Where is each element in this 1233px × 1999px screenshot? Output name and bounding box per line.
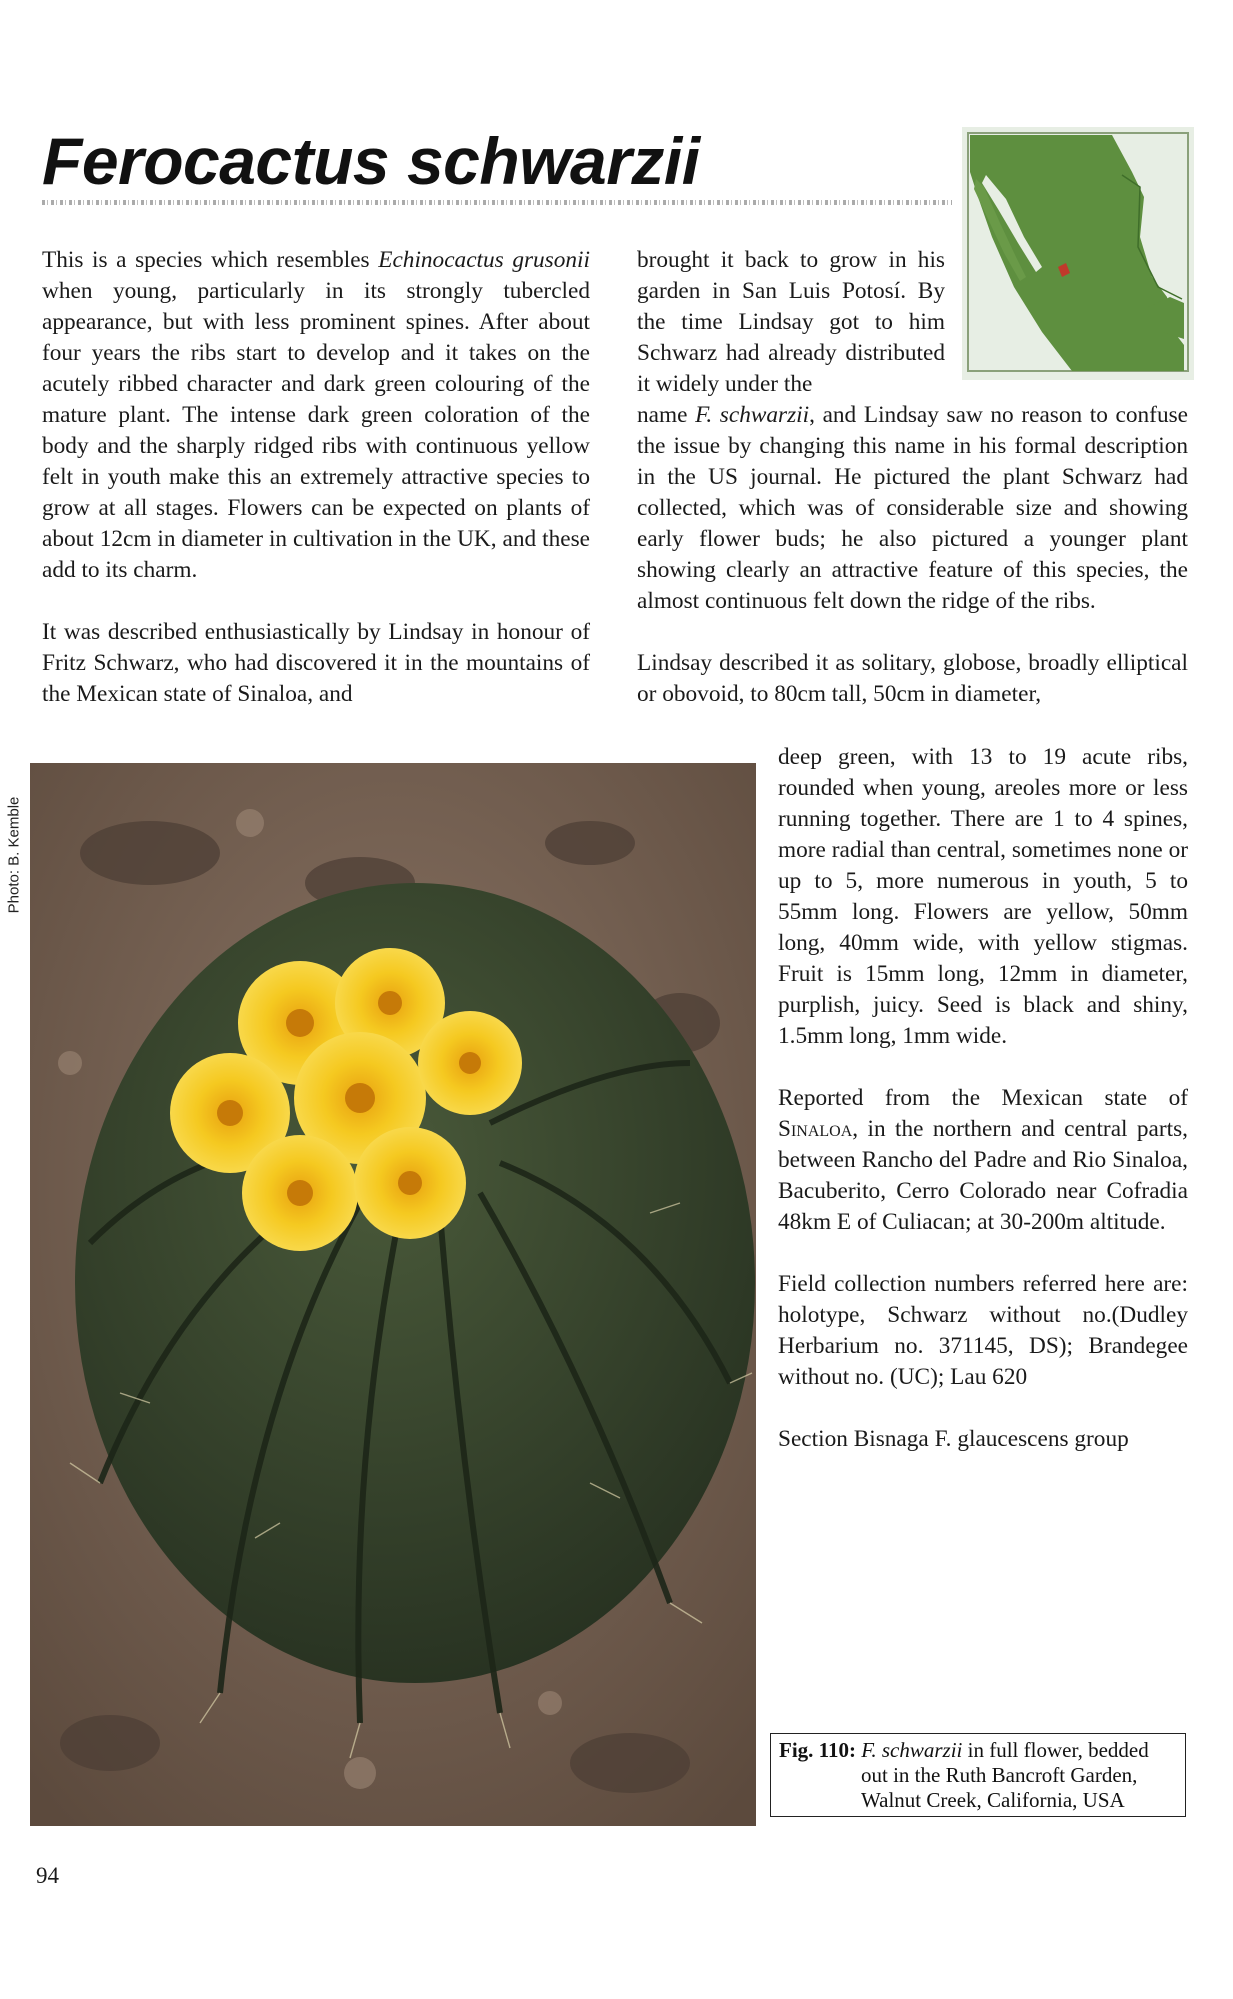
text-run: when young, particularly in its strongly tubercled appearance, but with less prominent spines. After about four years the ribs start to develop and it takes on the acutely ribbed character and dark green colouring of the mature plant. The intense dark green coloration of the body and the sharply ridged ribs with continuous yellow felt in youth make this an extremely attractive species to grow at all stages. Flowers can be expected on plants of about 12cm in diameter in cultivation in the UK, and these add to its charm. <box>42 278 590 583</box>
left-column-top <box>42 245 590 710</box>
field-numbers-paragraph: Field collection numbers referred here are: holotype, Schwarz without no.(Dudley Herbarium no. 371145, DS); Brandegee without no. (UC); Lau 620 <box>778 1271 1188 1390</box>
caption-line-1: in full flower, bedded <box>962 1738 1149 1762</box>
italic-species: F. schwarzii <box>695 402 810 428</box>
description-paragraph: It was described enthusiastically by Lindsay in honour of Fritz Schwarz, who had discovered it in the mountains of the Mexican state of Sinaloa, and <box>42 619 590 707</box>
history-paragraph-continued <box>637 400 1188 617</box>
right-column-mid <box>637 400 1188 710</box>
text-run: Reported from the Mexican state of <box>778 1085 1188 1111</box>
italic-species: F. schwarzii <box>861 1738 963 1762</box>
figure-label: Fig. 110: <box>779 1738 856 1762</box>
distribution-map <box>962 127 1194 380</box>
page-number: 94 <box>36 1863 59 1888</box>
morphology-paragraph-continued: deep green, with 13 to 19 acute ribs, rounded when young, areoles more or less running together. There are 1 to 4 spines, more radial than central, sometimes none or up to 5, more numerous in youth, 5 to 55mm long. Flowers are yellow, 50mm long, 40mm wide, with yellow stigmas. Fruit is 15mm long, 12mm in diameter, purplish, juicy. Seed is black and shiny, 1.5mm long, 1mm wide. <box>778 744 1188 1049</box>
text-run: name <box>637 402 696 428</box>
mexico-map-graphic <box>962 127 1194 380</box>
distribution-paragraph <box>778 1083 1188 1238</box>
cactus-photo-graphic <box>30 763 756 1826</box>
cactus-photo <box>30 763 756 1826</box>
text-run: This is a species which resembles <box>42 247 379 273</box>
title-rule <box>42 200 952 205</box>
history-paragraph-start: brought it back to grow in his garden in San Luis Potosí. By the time Lindsay got to him Schwarz had already distributed it widely under the <box>637 247 945 397</box>
morphology-paragraph-start: Lindsay described it as solitary, globose, broadly elliptical or obovoid, to 80cm tall, 50cm in diameter, <box>637 650 1188 707</box>
section-paragraph: Section Bisnaga F. glaucescens group <box>778 1426 1129 1452</box>
photo-credit-text: Photo: B. Kemble <box>5 796 23 914</box>
figure-caption <box>770 1733 1186 1817</box>
right-column-top <box>637 245 945 400</box>
right-column-bottom <box>778 742 1188 1455</box>
text-run: , and Lindsay saw no reason to confuse the issue by changing this name in his formal description in the US journal. He pictured the plant Schwarz had collected, which was of considerable size and showing early flower buds; he also pictured a younger plant showing clearly an attractive feature of this species, the almost continuous felt down the ridge of the ribs. <box>637 402 1188 614</box>
photo-credit <box>0 790 28 920</box>
smallcaps-state: Sinaloa <box>778 1116 853 1142</box>
page-title: Ferocactus schwarzii <box>42 124 700 198</box>
italic-species: Echinocactus grusonii <box>378 247 590 273</box>
intro-paragraph <box>42 245 590 586</box>
caption-line-2: out in the Ruth Bancroft Garden, <box>861 1763 1138 1787</box>
text-run: , in the northern and central parts, between Rancho del Padre and Rio Sinaloa, Bacuberito, Cerro Colorado near Cofradia 48km E of Culiacan; at 30-200m altitude. <box>778 1116 1188 1235</box>
caption-line-3: Walnut Creek, California, USA <box>861 1788 1125 1812</box>
